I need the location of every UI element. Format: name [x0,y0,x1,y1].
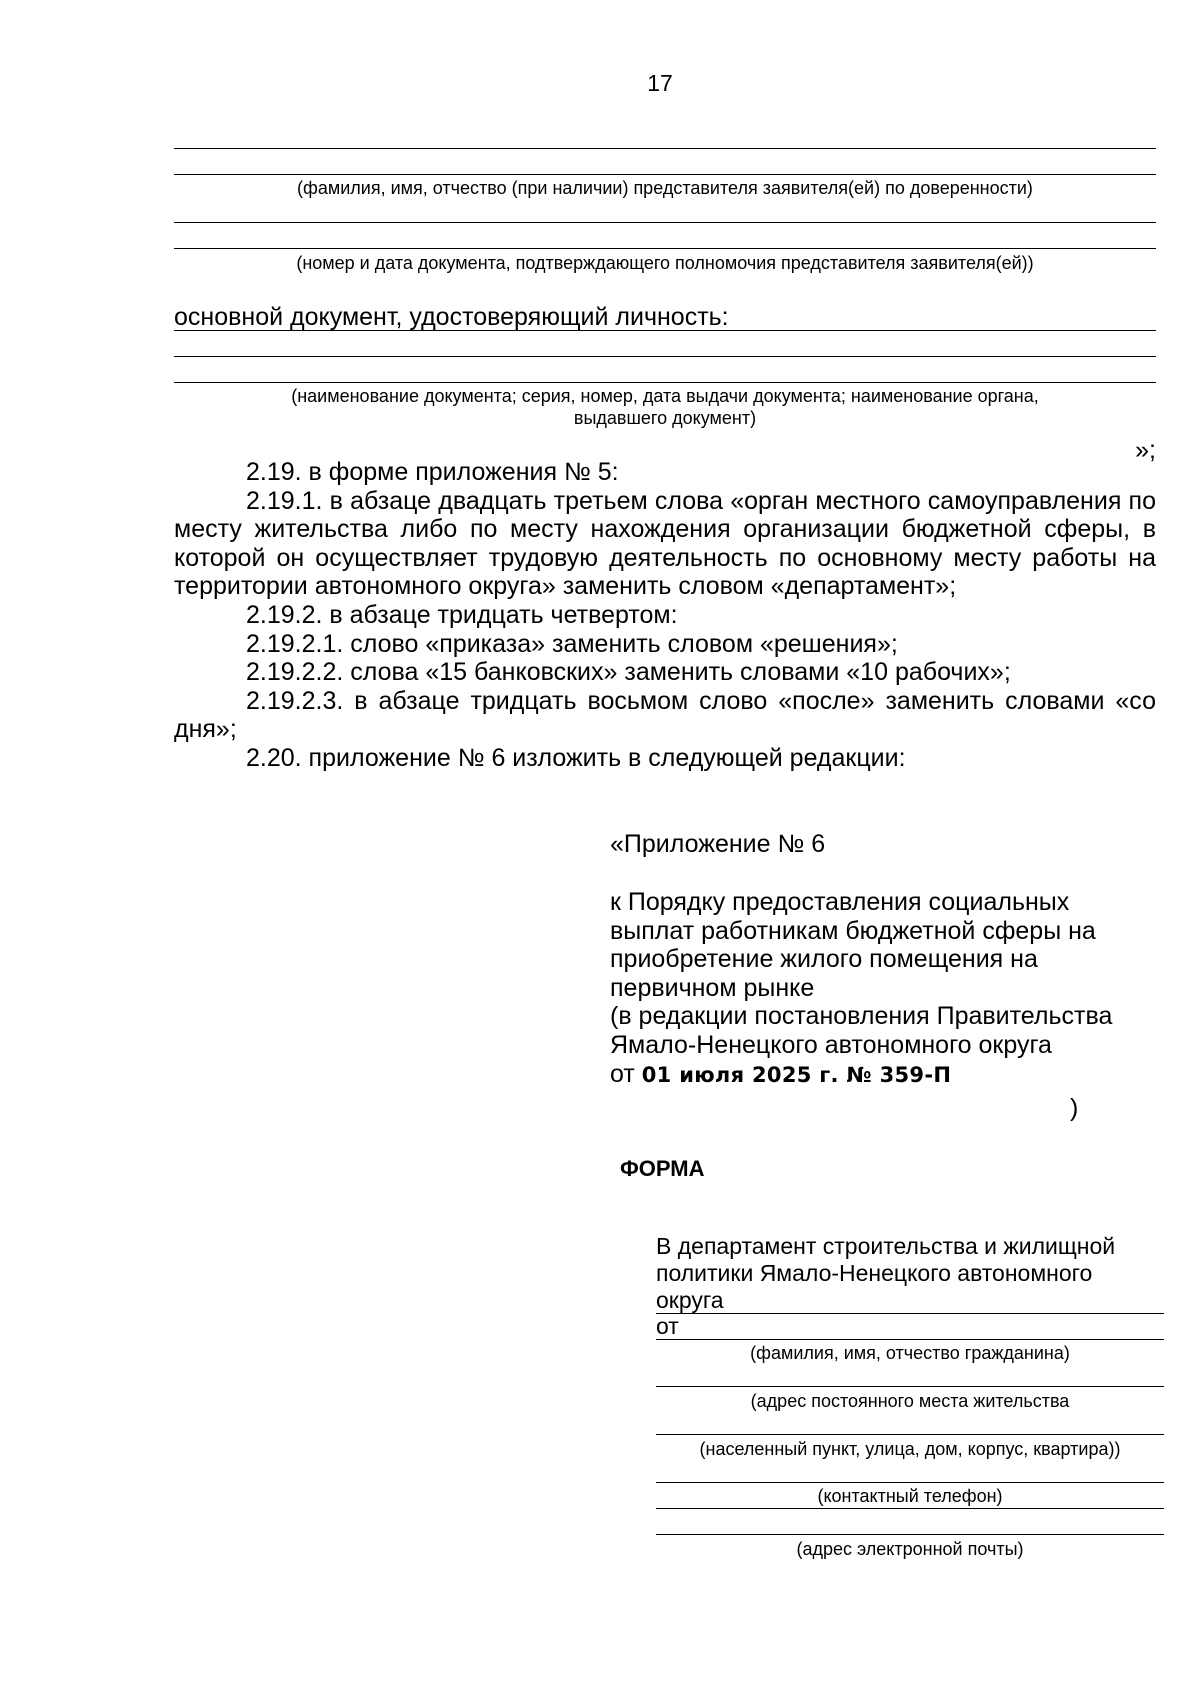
order-number-stamp: 01 июля 2025 г. № 359-П [641,1062,952,1087]
form-title: ФОРМА [620,1156,705,1181]
paragraph-2-19-2: 2.19.2. в абзаце тридцать четвертом: [246,600,678,629]
appendix-line: Ямало-Ненецкого автономного округа [610,1030,1052,1059]
page-number: 17 [647,70,673,96]
blank-line [656,1482,1164,1483]
caption-email: (адрес электронной почты) [796,1539,1024,1559]
from-prefix: от [610,1059,635,1088]
addressee-block [656,1233,1164,1314]
caption-representative: (фамилия, имя, отчество (при наличии) представителя заявителя(ей) по доверенности) [297,178,1033,198]
caption-name: (фамилия, имя, отчество гражданина) [750,1343,1070,1363]
paragraph-2-19-2-3: 2.19.2.3. в абзаце тридцать восьмом слово «после» заменить словами «со дня»; [174,686,1156,744]
appendix-title: «Приложение № 6 [610,830,826,858]
appendix-line: к Порядку предоставления социальных [610,888,1070,916]
paragraph-2-19-2-2: 2.19.2.2. слова «15 банковских» заменить словами «10 рабочих»; [246,658,1011,687]
blank-line [656,1534,1164,1535]
blank-line [174,382,1156,383]
blank-line [174,222,1156,223]
closing-quote: »; [1135,436,1156,464]
paragraph-2-20: 2.20. приложение № 6 изложить в следующей редакции: [246,743,906,772]
paragraph-2-19: 2.19. в форме приложения № 5: [246,458,619,486]
addressee-line: В департамент строительства и жилищной [656,1233,1116,1259]
caption-identity-1: (наименование документа; серия, номер, дата выдачи документа; наименование органа, [291,386,1039,406]
identity-label: основной документ, удостоверяющий личность: [174,303,729,331]
addressee-line: политики Ямало-Ненецкого автономного [656,1260,1093,1286]
closing-paren: ) [1070,1094,1079,1122]
blank-line [656,1508,1164,1509]
blank-line [174,148,1156,149]
paragraph-2-19-2-1: 2.19.2.1. слово «приказа» заменить словом «решения»; [246,629,898,658]
from-label: от [656,1313,679,1339]
paragraph-2-19-1: 2.19.1. в абзаце двадцать третьем слова «орган местного самоуправления по месту жительства либо по месту нахождения организации бюджетной сферы, в которой он осуществляет трудовую деятельность по основному месту работы на территории автономного округа» заменить словом «департамент»; [174,486,1156,601]
appendix-line: первичном рынке [610,973,815,1002]
caption-phone: (контактный телефон) [817,1486,1003,1506]
blank-line [656,1386,1164,1387]
appendix-reference [610,888,1170,1089]
appendix-order-line [610,1060,1170,1090]
appendix-line: выплат работникам бюджетной сферы на [610,916,1096,945]
amendments-body [174,458,1156,773]
appendix-line: приобретение жилого помещения на [610,945,1038,974]
appendix-line: (в редакции постановления Правительства [610,1002,1113,1031]
caption-identity-2: выдавшего документ) [573,408,757,428]
blank-line [656,1339,1164,1340]
caption-locality: (населенный пункт, улица, дом, корпус, квартира)) [699,1439,1121,1459]
addressee-line: округа [656,1287,724,1313]
blank-line [174,356,1156,357]
blank-line [174,174,1156,175]
blank-line [656,1434,1164,1435]
blank-line [174,330,1156,331]
caption-document: (номер и дата документа, подтверждающего полномочия представителя заявителя(ей)) [296,253,1034,273]
blank-line [174,248,1156,249]
caption-address: (адрес постоянного места жительства [750,1391,1070,1411]
